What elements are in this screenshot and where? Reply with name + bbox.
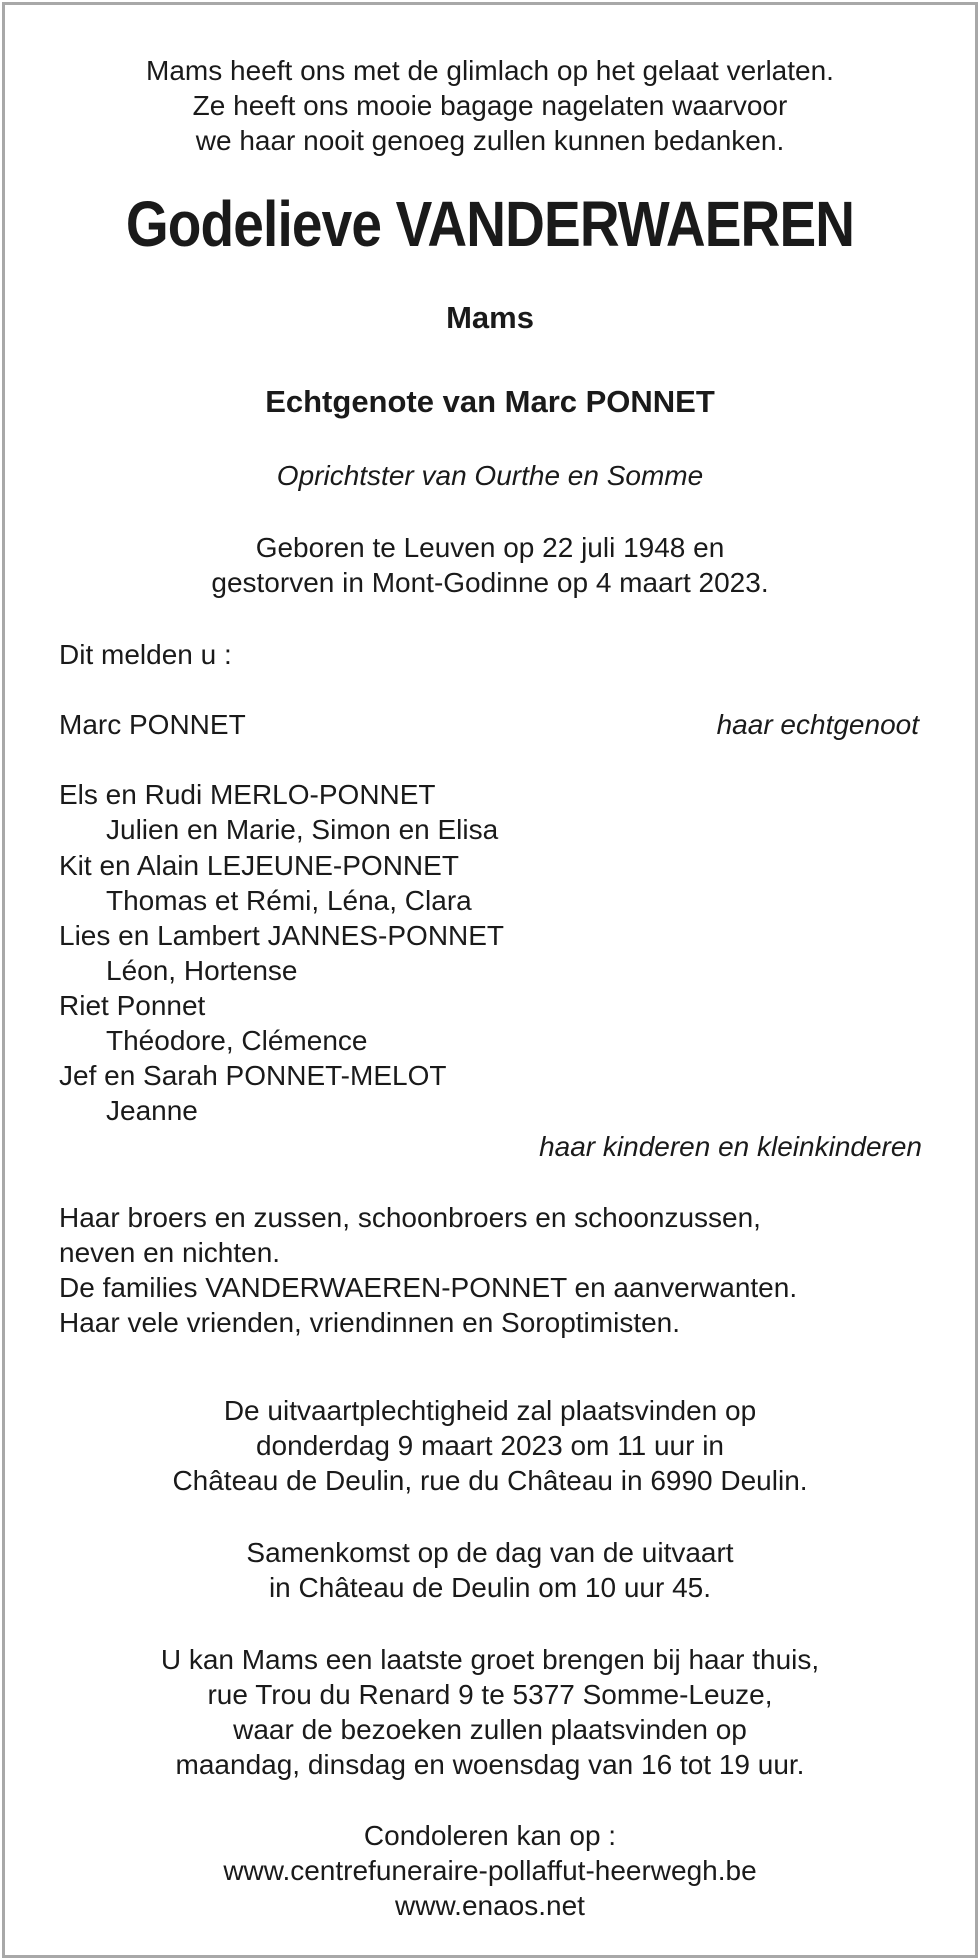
visit-line: rue Trou du Renard 9 te 5377 Somme-Leuze, — [207, 1679, 773, 1710]
gathering-line: in Château de Deulin om 10 uur 45. — [268, 1572, 712, 1603]
relatives-line: De families VANDERWAEREN-PONNET en aanverwanten. — [59, 1272, 798, 1303]
condolences-label: Condoleren kan op : — [363, 1820, 617, 1851]
visit-line: U kan Mams een laatste groet brengen bij haar thuis, — [160, 1644, 820, 1675]
family-children: Julien en Marie, Simon en Elisa — [106, 814, 499, 845]
family-parents: Riet Ponnet — [59, 990, 206, 1021]
family-children: Théodore, Clémence — [106, 1025, 368, 1056]
death-line: gestorven in Mont-Godinne op 4 maart 2023. — [211, 567, 769, 598]
relatives-line: neven en nichten. — [59, 1237, 281, 1268]
family-parents: Kit en Alain LEJEUNE-PONNET — [59, 850, 459, 881]
intro-line: Mams heeft ons met de glimlach op het gelaat verlaten. — [146, 55, 834, 86]
nickname: Mams — [446, 300, 534, 335]
family-parents: Jef en Sarah PONNET-MELOT — [59, 1060, 447, 1091]
family-children: Jeanne — [106, 1095, 198, 1126]
spouse-line: Echtgenote van Marc PONNET — [265, 384, 715, 419]
gathering-line: Samenkomst op de dag van de uitvaart — [246, 1537, 734, 1568]
family-children: Léon, Hortense — [106, 955, 298, 986]
relatives-line: Haar broers en zussen, schoonbroers en schoonzussen, — [59, 1202, 761, 1233]
husband-name: Marc PONNET — [59, 709, 246, 740]
ceremony-line: Château de Deulin, rue du Château in 6990 Deulin. — [172, 1465, 808, 1496]
family-children: Thomas et Rémi, Léna, Clara — [106, 885, 472, 916]
announce-line: Dit melden u : — [59, 639, 232, 670]
condolences-link[interactable]: www.enaos.net — [395, 1890, 585, 1921]
condolences-link[interactable]: www.centrefuneraire-pollaffut-heerwegh.be — [223, 1855, 757, 1886]
visit-line: waar de bezoeken zullen plaatsvinden op — [233, 1714, 747, 1745]
husband-role: haar echtgenoot — [716, 709, 919, 740]
intro-line: we haar nooit genoeg zullen kunnen bedanken. — [195, 125, 785, 156]
intro-line: Ze heeft ons mooie bagage nagelaten waarvoor — [192, 90, 788, 121]
family-parents: Lies en Lambert JANNES-PONNET — [59, 920, 505, 951]
children-role: haar kinderen en kleinkinderen — [539, 1131, 922, 1162]
founder-line: Oprichtster van Ourthe en Somme — [276, 460, 704, 491]
visit-line: maandag, dinsdag en woensdag van 16 tot 19 uur. — [175, 1749, 805, 1780]
ceremony-line: De uitvaartplechtigheid zal plaatsvinden op — [223, 1395, 757, 1426]
birth-line: Geboren te Leuven op 22 juli 1948 en — [255, 532, 725, 563]
ceremony-line: donderdag 9 maart 2023 om 11 uur in — [255, 1430, 724, 1461]
relatives-line: Haar vele vrienden, vriendinnen en Soroptimisten. — [59, 1307, 681, 1338]
deceased-name: Godelieve VANDERWAEREN — [125, 188, 855, 260]
family-parents: Els en Rudi MERLO-PONNET — [59, 779, 436, 810]
